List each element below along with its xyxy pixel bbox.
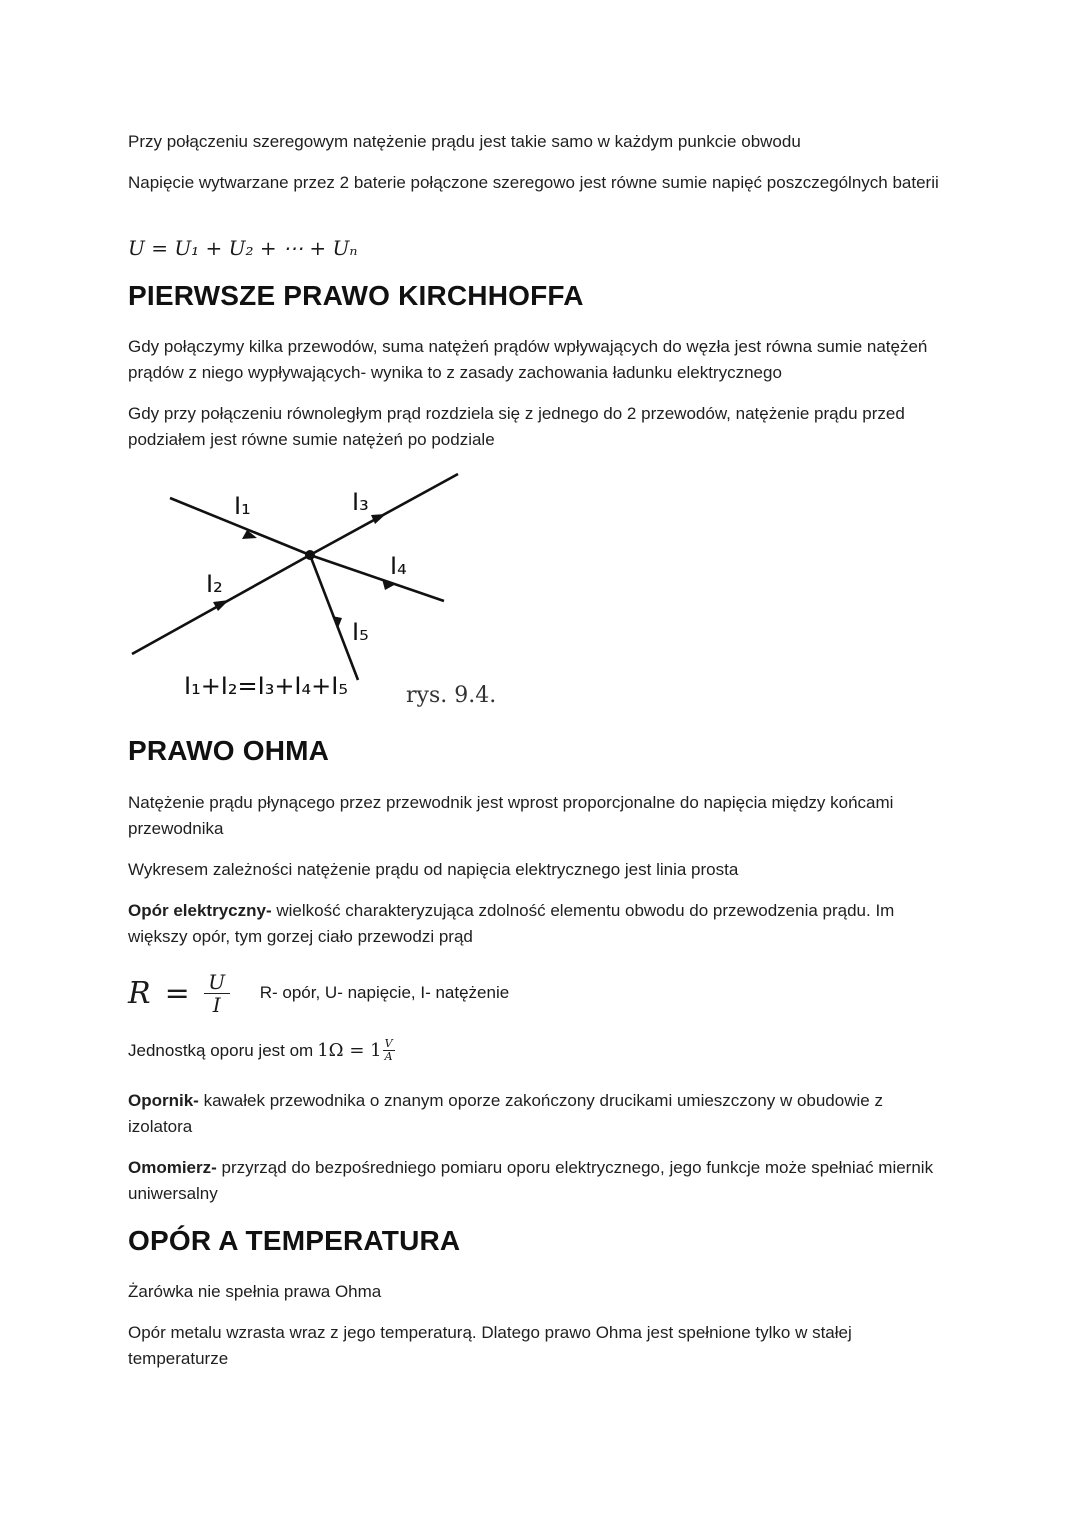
label-i2: I₂ — [206, 570, 223, 598]
arrow-i3 — [371, 514, 386, 524]
label-i3: I₃ — [352, 488, 369, 516]
resistance-definition-text: wielkość charakteryzująca zdolność elementu obwodu do przewodzenia prądu. Im większy opór, tym gorzej ciało przewodzi prąd — [128, 901, 895, 946]
figure-caption: rys. 9.4. — [406, 683, 497, 708]
unit-ohm-lhs: 1Ω = 1 — [317, 1040, 382, 1062]
formula-fraction — [204, 971, 230, 1016]
fraction-denominator: I — [212, 992, 221, 1017]
junction-arrows — [213, 514, 396, 628]
paragraph-resistance-definition — [128, 898, 958, 950]
heading-kirchhoff: PIERWSZE PRAWO KIRCHHOFFA — [128, 280, 584, 311]
term-ohmmeter: Omomierz- — [128, 1158, 217, 1177]
paragraph-ohmmeter — [128, 1155, 938, 1207]
junction-wires — [132, 474, 458, 680]
formula-ohm-law — [128, 962, 509, 1024]
arrow-i2 — [213, 600, 229, 611]
junction-node — [305, 550, 315, 560]
term-resistance: Opór elektryczny- — [128, 901, 272, 920]
kirchhoff-figure-equation: I₁+I₂=I₃+I₄+I₅ — [184, 672, 348, 700]
heading-ohm: PRAWO OHMA — [128, 735, 330, 766]
paragraph-metal-temperature: Opór metalu wzrasta wraz z jego temperaturą. Dlatego prawo Ohma jest spełnione tylko w stałej temperaturze — [128, 1323, 852, 1368]
paragraph-bulb: Żarówka nie spełnia prawa Ohma — [128, 1282, 382, 1301]
formula-voltage-sum: U = U₁ + U₂ + ⋯ + Uₙ — [128, 236, 358, 260]
paragraph-battery-voltage: Napięcie wytwarzane przez 2 baterie połączone szeregowo jest równe sumie napięć poszczególnych baterii — [128, 173, 939, 192]
paragraph-kirchhoff-parallel: Gdy przy połączeniu równoległym prąd rozdziela się z jednego do 2 przewodów, natężenie prądu przed podziałem jest równe sumie natężeń po podziale — [128, 404, 905, 449]
term-resistor: Opornik- — [128, 1091, 199, 1110]
label-i4: I₄ — [390, 552, 407, 580]
paragraph-series-current: Przy połączeniu szeregowym natężenie prądu jest takie samo w każdym punkcie obwodu — [128, 132, 801, 151]
label-i1: I₁ — [234, 492, 251, 520]
heading-temperature: OPÓR A TEMPERATURA — [128, 1225, 461, 1256]
ohmmeter-definition-text: przyrząd do bezpośredniego pomiaru oporu elektrycznego, jego funkcje może spełniać miernik uniwersalny — [128, 1158, 934, 1203]
unit-fraction-numerator: V — [384, 1037, 393, 1050]
formula-legend: R- opór, U- napięcie, I- natężenie — [259, 983, 510, 1002]
fraction-numerator: U — [208, 969, 226, 994]
unit-ohm-text: Jednostką oporu jest om — [128, 1040, 314, 1060]
arrow-i4 — [382, 579, 396, 590]
kirchhoff-junction-figure — [126, 468, 506, 718]
paragraph-unit-ohm — [128, 1038, 395, 1063]
formula-equals: = — [164, 975, 190, 1011]
unit-fraction-denominator: A — [384, 1050, 393, 1064]
paragraph-resistor — [128, 1088, 948, 1140]
resistor-definition-text: kawałek przewodnika o znanym oporze zakończony drucikami umieszczony w obudowie z izolatora — [128, 1091, 883, 1136]
unit-fraction — [383, 1038, 395, 1063]
paragraph-kirchhoff-node: Gdy połączymy kilka przewodów, suma natężeń prądów wpływających do węzła jest równa sumie natężeń prądów z niego wypływających- wynika to z zasady zachowania ładunku elektrycznego — [128, 337, 928, 382]
formula-r: R — [128, 975, 151, 1011]
paragraph-ohm-proportional: Natężenie prądu płynącego przez przewodnik jest wprost proporcjonalne do napięcia między końcami przewodnika — [128, 793, 894, 838]
paragraph-ohm-linear: Wykresem zależności natężenie prądu od napięcia elektrycznego jest linia prosta — [128, 860, 739, 879]
label-i5: I₅ — [352, 618, 369, 646]
